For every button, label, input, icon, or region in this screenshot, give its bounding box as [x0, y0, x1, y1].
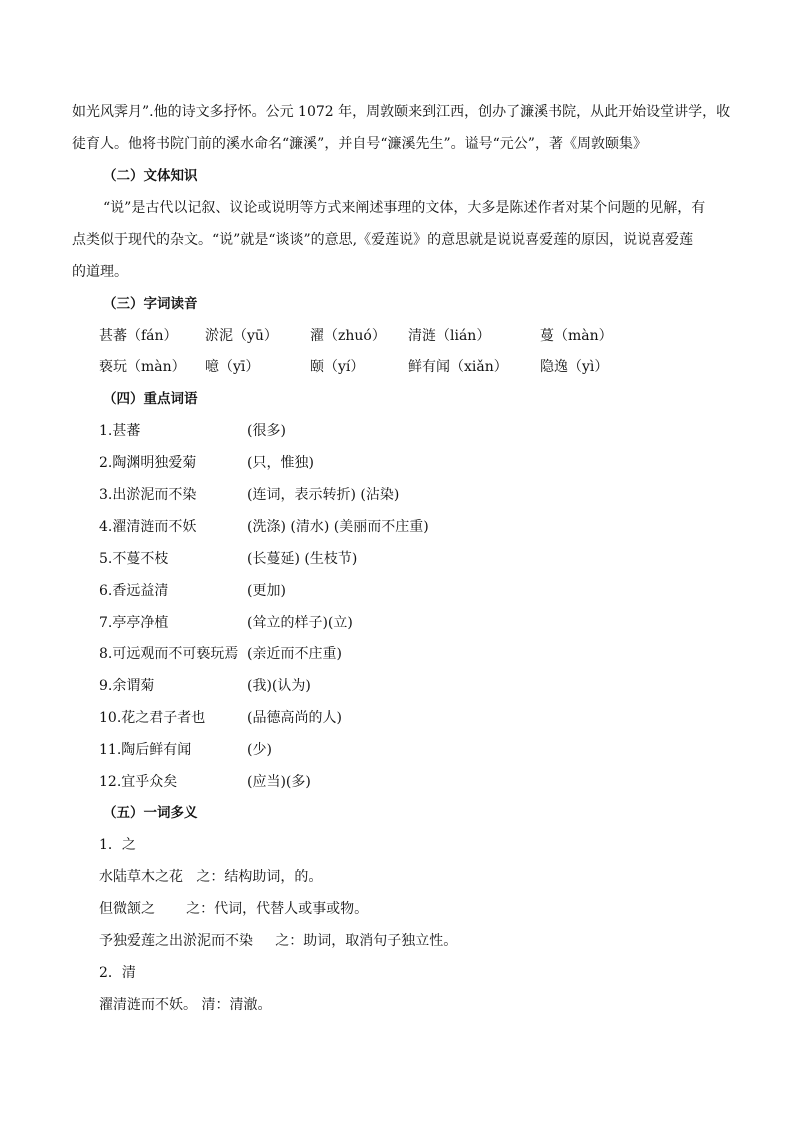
pronunciation-item: 颐（yí）: [310, 359, 365, 375]
pronunciation-item: 甚蕃（fán）: [99, 328, 178, 344]
pronunciation-item: 蔓（màn）: [540, 328, 613, 344]
keyword-meaning: (连词，表示转折) (沾染): [247, 487, 400, 503]
genre-line-2: 点类似于现代的杂文。“说”就是“谈谈”的意思,《爱莲说》的意思就是说说喜爱莲的原因，说说喜爱莲: [72, 232, 694, 248]
keyword-term: 11.陶后鲜有闻: [99, 742, 192, 758]
pronunciation-item: 清涟（lián）: [408, 328, 491, 344]
keyword-term: 1.甚蕃: [99, 423, 141, 439]
keyword-term: 3.出淤泥而不染: [99, 487, 197, 503]
keyword-meaning: (洗涤) (清水) (美丽而不庄重): [247, 519, 429, 535]
keyword-meaning: (亲近而不庄重): [247, 646, 342, 662]
polysemy-word-qing: 2．清: [99, 965, 136, 981]
genre-line-3: 的道理。: [72, 264, 128, 280]
pronunciation-item: 隐逸（yì）: [540, 359, 609, 375]
keyword-meaning: (应当)(多): [247, 774, 311, 790]
keyword-term: 9.余谓菊: [99, 678, 155, 694]
keyword-meaning: (长蔓延) (生枝节): [247, 551, 358, 567]
section-heading-polysemy: （五）一词多义: [103, 805, 198, 821]
polysemy-example: 濯清涟而不妖。 清：清澈。: [99, 997, 272, 1013]
keyword-term: 12.宜乎众矣: [99, 774, 178, 790]
intro-line-1: 如光风霁月”.他的诗文多抒怀。公元 1072 年，周敦颐来到江西，创办了濂溪书院，从此开始设堂讲学，收: [72, 104, 731, 120]
pronunciation-item: 亵玩（màn）: [99, 359, 186, 375]
polysemy-example: 但微颔之 之：代词，代替人或事或物。: [99, 901, 369, 917]
keyword-term: 4.濯清涟而不妖: [99, 519, 197, 535]
intro-line-2: 徒育人。他将书院门前的溪水命名“濂溪”，并自号“濂溪先生”。谥号“元公”，著《周敦颐集》: [72, 136, 647, 152]
keyword-term: 6.香远益清: [99, 583, 169, 599]
section-heading-pronunciation: （三）字词读音: [103, 296, 198, 312]
keyword-meaning: (少): [247, 742, 272, 758]
keyword-term: 10.花之君子者也: [99, 710, 206, 726]
keyword-term: 5.不蔓不枝: [99, 551, 169, 567]
polysemy-word-zhi: 1．之: [99, 837, 136, 853]
keyword-meaning: (品德高尚的人): [247, 710, 342, 726]
keyword-meaning: (只，惟独): [247, 455, 314, 471]
keyword-term: 2.陶渊明独爱菊: [99, 455, 197, 471]
pronunciation-item: 濯（zhuó）: [310, 328, 386, 344]
polysemy-example: 予独爱莲之出淤泥而不染 之：助词，取消句子独立性。: [99, 933, 458, 949]
keyword-term: 7.亭亭净植: [99, 615, 169, 631]
keyword-meaning: (耸立的样子)(立): [247, 615, 353, 631]
pronunciation-item: 淤泥（yū）: [205, 328, 278, 344]
keyword-meaning: (我)(认为): [247, 678, 311, 694]
keyword-term: 8.可远观而不可亵玩焉: [99, 646, 239, 662]
section-heading-keywords: （四）重点词语: [103, 391, 198, 407]
polysemy-example: 水陆草木之花 之：结构助词，的。: [99, 869, 323, 885]
pronunciation-item: 鲜有闻（xiǎn）: [408, 359, 508, 375]
genre-line-1: “说”是古代以记叙、议论或说明等方式来阐述事理的文体，大多是陈述作者对某个问题的见解，有: [103, 200, 706, 216]
section-heading-genre: （二）文体知识: [103, 168, 198, 184]
keyword-meaning: (更加): [247, 583, 286, 599]
pronunciation-item: 噫（yī）: [205, 359, 260, 375]
keyword-meaning: (很多): [247, 423, 286, 439]
